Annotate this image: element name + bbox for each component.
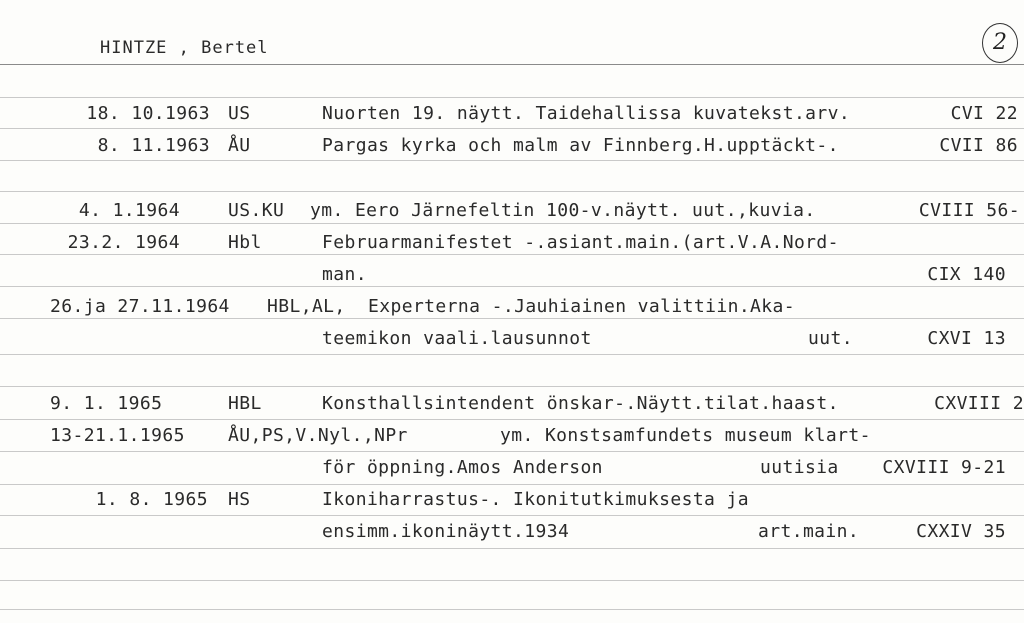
- ruled-line: [0, 515, 1024, 516]
- entry-text: ym. Konstsamfundets museum klart-: [500, 425, 871, 446]
- entry-date: 26.ja 27.11.1964: [50, 296, 230, 317]
- entry-source: Hbl: [228, 232, 262, 253]
- ruled-line: [0, 386, 1024, 387]
- entry-reference: CIX 140: [927, 264, 1006, 285]
- ruled-line: [0, 223, 1024, 224]
- entry-source: US: [228, 103, 251, 124]
- entry-text: Pargas kyrka och malm av Finnberg.H.upptäckt-.: [322, 135, 839, 156]
- ruled-line: [0, 128, 1024, 129]
- ruled-line: [0, 580, 1024, 581]
- entry-note: uutisia: [760, 457, 839, 478]
- entry-date: 23.2. 1964: [67, 232, 180, 253]
- ruled-line: [0, 451, 1024, 452]
- entry-date: 1. 8. 1965: [95, 489, 208, 510]
- ruled-line: [0, 609, 1024, 610]
- ruled-line: [0, 318, 1024, 319]
- entry-reference: CVI 22: [950, 103, 1018, 124]
- entry-note: uut.: [808, 328, 853, 349]
- entry-date: 4. 1.1964: [78, 200, 180, 221]
- entry-text: ym. Eero Järnefeltin 100-v.näytt. uut.,kuvia.: [310, 200, 816, 221]
- entry-reference: CXXIV 35: [916, 521, 1006, 542]
- ruled-line: [0, 160, 1024, 161]
- header-rule: [0, 64, 1024, 65]
- entry-text: Ikoniharrastus-. Ikonitutkimuksesta ja: [322, 489, 750, 510]
- entry-source: HS: [228, 489, 251, 510]
- entry-date: 8. 11.1963: [97, 135, 210, 156]
- entry-note: art.main.: [758, 521, 860, 542]
- ruled-line: [0, 419, 1024, 420]
- entry-date: 9. 1. 1965: [50, 393, 163, 414]
- entry-source: HBL: [228, 393, 262, 414]
- entry-reference: CXVIII 9-21: [882, 457, 1006, 478]
- entry-source: US.KU: [228, 200, 285, 221]
- entry-text-continued: för öppning.Amos Anderson: [322, 457, 603, 478]
- ruled-line: [0, 254, 1024, 255]
- ruled-line: [0, 191, 1024, 192]
- entry-text: Konsthallsintendent önskar-.Näytt.tilat.haast.: [322, 393, 839, 414]
- entry-reference: CXVIII 2: [934, 393, 1024, 414]
- entry-text-continued: man.: [322, 264, 367, 285]
- ruled-line: [0, 354, 1024, 355]
- entry-text-continued: teemikon vaali.lausunnot: [322, 328, 592, 349]
- entry-source: ÅU: [228, 135, 251, 156]
- entry-date: 18. 10.1963: [86, 103, 210, 124]
- entry-source: HBL,AL,: [267, 296, 346, 317]
- entry-date: 13-21.1.1965: [50, 425, 185, 446]
- entry-text: Experterna -.Jauhiainen valittiin.Aka-: [368, 296, 796, 317]
- ruled-line: [0, 484, 1024, 485]
- card-heading: HINTZE , Bertel: [100, 38, 269, 58]
- ruled-line: [0, 286, 1024, 287]
- entry-reference: CVIII 56-: [918, 200, 1020, 221]
- entry-reference: CXVI 13: [927, 328, 1006, 349]
- entry-text: Nuorten 19. näytt. Taidehallissa kuvatekst.arv.: [322, 103, 851, 124]
- entry-text: Februarmanifestet -.asiant.main.(art.V.A.Nord-: [322, 232, 839, 253]
- entry-source: ÅU,PS,V.Nyl.,NPr: [228, 425, 408, 446]
- ruled-line: [0, 97, 1024, 98]
- entry-text-continued: ensimm.ikoninäytt.1934: [322, 521, 570, 542]
- ruled-line: [0, 548, 1024, 549]
- entry-reference: CVII 86: [939, 135, 1018, 156]
- card-number-circled: 2: [982, 23, 1018, 63]
